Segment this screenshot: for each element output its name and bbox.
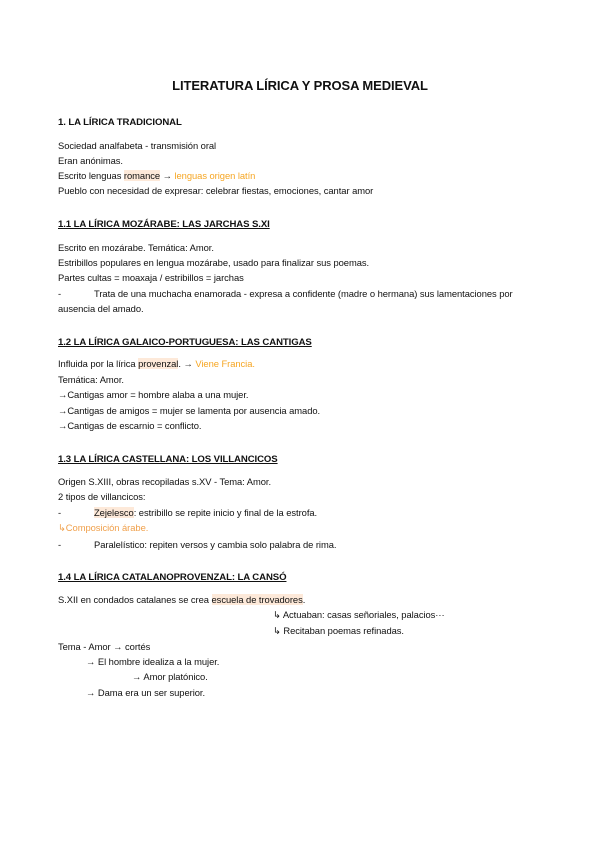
section-1-2-heading: 1.2 LA LÍRICA GALAICO-PORTUGUESA: LAS CANTIGAS (58, 337, 312, 348)
section-1-1-heading: 1.1 LA LÍRICA MOZÁRABE: LAS JARCHAS S.XI (58, 219, 270, 230)
s13-line-1: Origen S.XIII, obras recopiladas s.XV - Tema: Amor. (58, 476, 271, 487)
s12-line-1-pre: Influida por la lírica (58, 358, 139, 369)
s1-line-3 (58, 170, 255, 181)
s11-line-5: ausencia del amado. (58, 303, 144, 314)
s14-line-1-pre: S.XII en condados catalanes se crea (58, 594, 212, 605)
s11-bullet-dash: - (58, 288, 62, 299)
s11-line-2: Estribillos populares en lengua mozárabe, usado para finalizar sus poemas. (58, 257, 370, 268)
s14-line-2: ↳ Actuaban: casas señoriales, palacios··· (273, 609, 445, 620)
section-1-heading: 1. LA LÍRICA TRADICIONAL (58, 117, 182, 128)
page-title: LITERATURA LÍRICA Y PROSA MEDIEVAL (172, 78, 428, 93)
s11-line-4: Trata de una muchacha enamorada - expresa a confidente (madre o hermana) sus lamentaciones por (94, 288, 513, 299)
s13-bullet-dash-2: - (58, 539, 62, 550)
s12-line-5: →Cantigas de escarnio = conflicto. (58, 420, 202, 431)
s14-line-7: → Dama era un ser superior. (86, 687, 206, 698)
s14-line-1-post: . (302, 594, 306, 605)
s14-line-1 (58, 594, 305, 605)
s12-line-1 (58, 358, 255, 369)
france-origin-note: Viene Francia. (195, 358, 255, 369)
s13-line-3-rest: : estribillo se repite inicio y final de la estrofa. (133, 507, 318, 518)
s13-line-5: Paralelístico: repiten versos y cambia solo palabra de rima. (94, 539, 337, 550)
s11-line-1: Escrito en mozárabe. Temática: Amor. (58, 242, 214, 253)
section-1-4-heading: 1.4 LA LÍRICA CATALANOPROVENZAL: LA CANSÓ (58, 572, 287, 583)
s14-line-5: → El hombre idealiza a la mujer. (86, 656, 220, 667)
s12-line-3: →Cantigas amor = hombre alaba a una mujer. (58, 389, 249, 400)
arabic-composition-note: ↳Composición árabe. (58, 522, 149, 533)
s14-line-3: ↳ Recitaban poemas refinadas. (273, 625, 404, 636)
s1-line-4: Pueblo con necesidad de expresar: celebrar fiestas, emociones, cantar amor (58, 185, 374, 196)
s1-line-2: Eran anónimas. (58, 155, 123, 166)
s14-line-4: Tema - Amor → cortés (58, 641, 151, 652)
s13-bullet-dash-1: - (58, 507, 62, 518)
s12-line-4: →Cantigas de amigos = mujer se lamenta por ausencia amado. (58, 405, 321, 416)
troubadours-school-highlight: escuela de trovadores (211, 594, 303, 605)
arrow-text: → (160, 170, 175, 181)
s12-line-1-mid: . → (178, 358, 196, 369)
s12-line-2: Temática: Amor. (58, 374, 124, 385)
s1-line-1: Sociedad analfabeta - transmisión oral (58, 140, 217, 151)
s14-line-6: → Amor platónico. (132, 671, 208, 682)
latin-origin-note: lenguas origen latín (174, 170, 256, 181)
s13-line-3 (94, 507, 317, 518)
s11-line-3: Partes cultas = moaxaja / estribillos = jarchas (58, 272, 244, 283)
section-1-3-heading: 1.3 LA LÍRICA CASTELLANA: LOS VILLANCICOS (58, 454, 278, 465)
s1-line-3-pre: Escrito lenguas (58, 170, 124, 181)
zejelesco-highlight: Zejelesco (94, 507, 134, 518)
s13-line-2: 2 tipos de villancicos: (58, 491, 146, 502)
provenzal-highlight: provenzal (138, 358, 179, 369)
romance-highlight: romance (123, 170, 161, 181)
